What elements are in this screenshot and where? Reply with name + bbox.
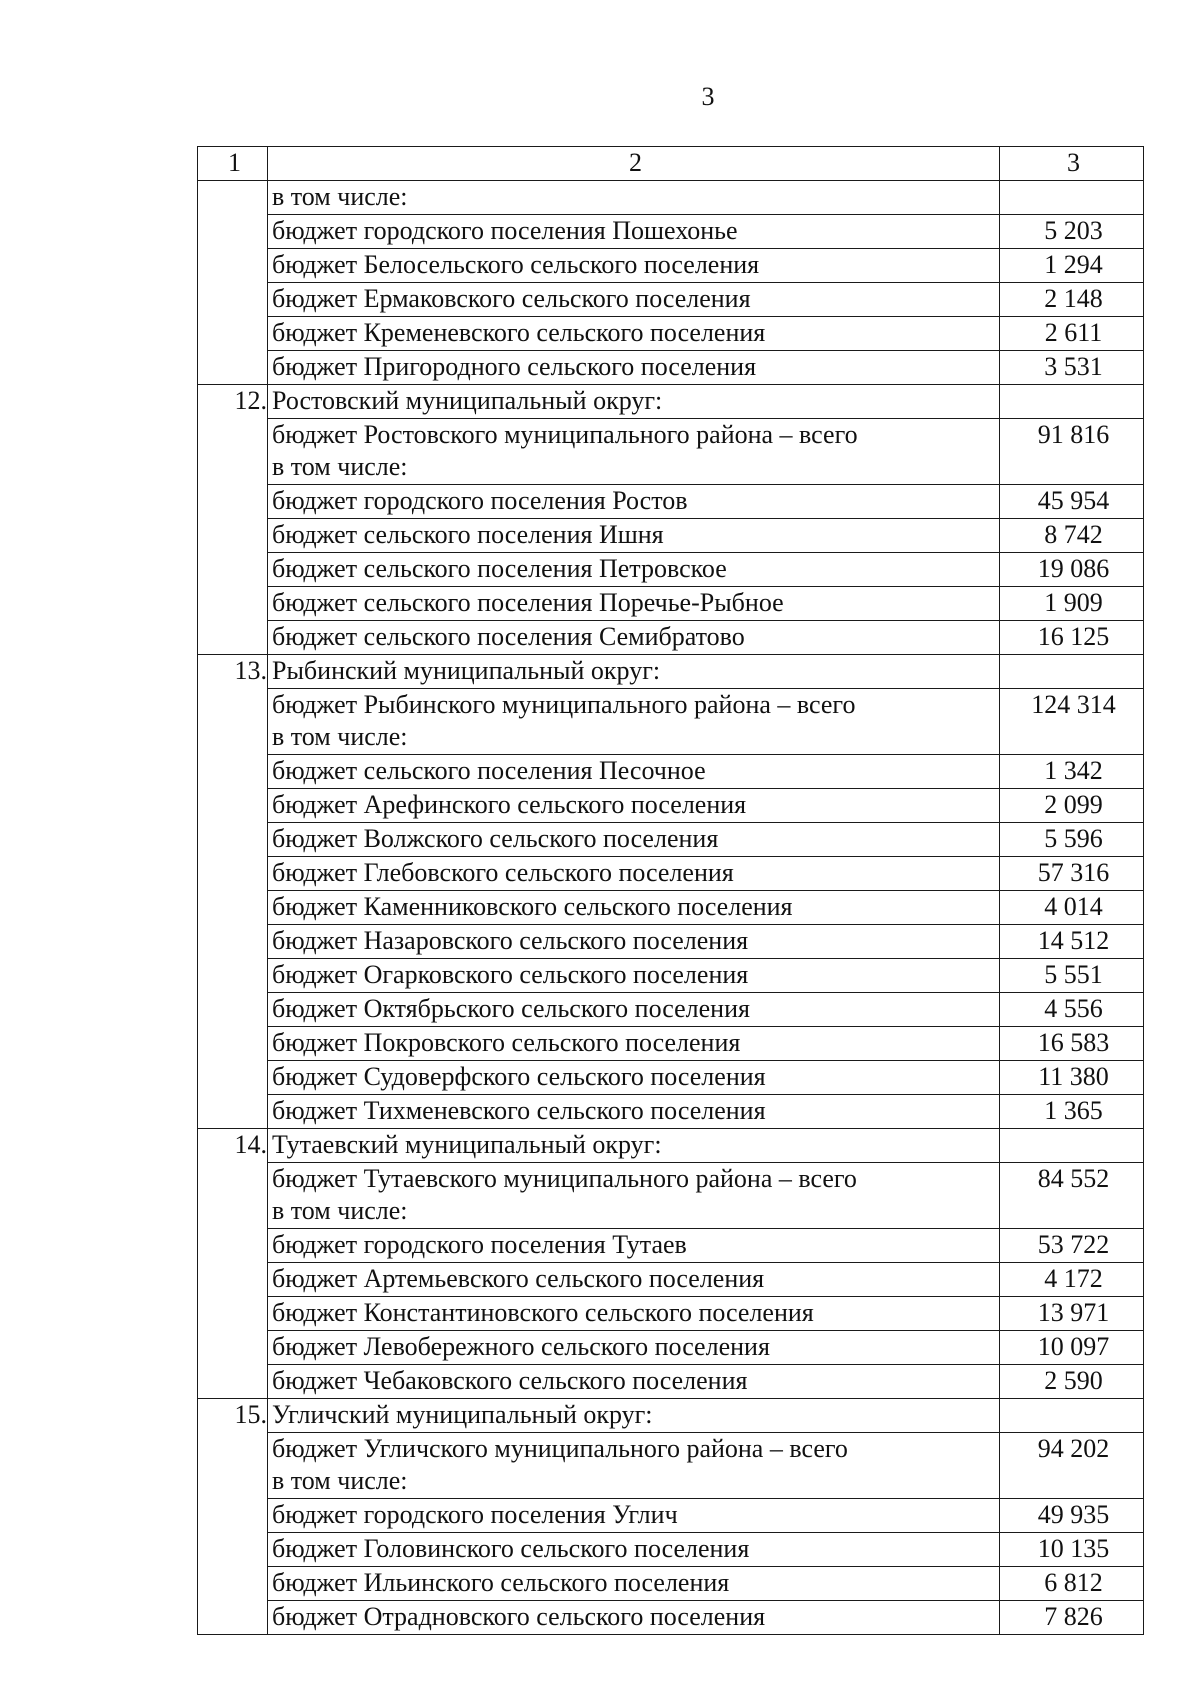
- amount-cell: 57 316: [1000, 857, 1144, 891]
- amount-cell: 45 954: [1000, 485, 1144, 519]
- budget-name-line: бюджет сельского поселения Песочное: [272, 756, 706, 785]
- table-row: [198, 519, 1144, 553]
- header-cell-1: 1: [198, 147, 268, 181]
- budget-name-cell: [268, 823, 1000, 857]
- budget-name-cell: [268, 385, 1000, 419]
- row-number-cell: 14.: [198, 1129, 268, 1399]
- budget-name-line: Рыбинский муниципальный округ:: [272, 656, 661, 685]
- amount-cell: 124 314: [1000, 689, 1144, 755]
- amount-cell: 13 971: [1000, 1297, 1144, 1331]
- budget-name-line: бюджет сельского поселения Семибратово: [272, 622, 745, 651]
- budget-name-line: бюджет городского поселения Тутаев: [272, 1230, 687, 1259]
- budget-name-cell: [268, 1027, 1000, 1061]
- table-row: [198, 283, 1144, 317]
- budget-name-line: бюджет Ростовского муниципального района – всего: [272, 420, 858, 449]
- table-row: [198, 1331, 1144, 1365]
- budget-name-cell: [268, 959, 1000, 993]
- row-number-cell: 13.: [198, 655, 268, 1129]
- table-row: [198, 1129, 1144, 1163]
- budget-name-line: бюджет сельского поселения Ишня: [272, 520, 664, 549]
- budget-name-cell: [268, 351, 1000, 385]
- budget-name-line: Ростовский муниципальный округ:: [272, 386, 663, 415]
- budget-table: [197, 146, 1144, 1635]
- budget-name-cell: [268, 1263, 1000, 1297]
- budget-name-cell: [268, 1567, 1000, 1601]
- budget-name-line: бюджет Пригородного сельского поселения: [272, 352, 757, 381]
- table-row: [198, 823, 1144, 857]
- budget-name-cell: [268, 891, 1000, 925]
- budget-name-cell: [268, 1533, 1000, 1567]
- table-row: [198, 1365, 1144, 1399]
- table-row: [198, 1229, 1144, 1263]
- table-row: [198, 621, 1144, 655]
- table-row: [198, 891, 1144, 925]
- table-header-row: [198, 147, 1144, 181]
- budget-name-cell: [268, 553, 1000, 587]
- budget-name-cell: [268, 925, 1000, 959]
- budget-name-line: бюджет Ильинского сельского поселения: [272, 1568, 730, 1597]
- table-row: [198, 485, 1144, 519]
- amount-cell: 1 294: [1000, 249, 1144, 283]
- budget-name-cell: [268, 317, 1000, 351]
- budget-name-cell: [268, 1433, 1000, 1499]
- table-row: [198, 1399, 1144, 1433]
- amount-cell: 91 816: [1000, 419, 1144, 485]
- budget-name-cell: [268, 1061, 1000, 1095]
- budget-name-line: бюджет Тихменевского сельского поселения: [272, 1096, 766, 1125]
- budget-name-cell: [268, 587, 1000, 621]
- budget-name-line: бюджет Октябрьского сельского поселения: [272, 994, 750, 1023]
- table-row: [198, 925, 1144, 959]
- budget-name-line: бюджет Глебовского сельского поселения: [272, 858, 734, 887]
- amount-cell: 4 172: [1000, 1263, 1144, 1297]
- table-body: [198, 181, 1144, 1635]
- budget-name-line: бюджет Артемьевского сельского поселения: [272, 1264, 765, 1293]
- table-row: [198, 1567, 1144, 1601]
- budget-name-line: бюджет Чебаковского сельского поселения: [272, 1366, 748, 1395]
- amount-cell: 1 342: [1000, 755, 1144, 789]
- amount-cell: 8 742: [1000, 519, 1144, 553]
- budget-name-line: бюджет Головинского сельского поселения: [272, 1534, 750, 1563]
- table-row: [198, 181, 1144, 215]
- budget-name-cell: [268, 689, 1000, 755]
- table-row: [198, 351, 1144, 385]
- budget-name-line-2: в том числе:: [272, 722, 408, 751]
- budget-name-cell: [268, 755, 1000, 789]
- table-row: [198, 553, 1144, 587]
- budget-name-line: бюджет городского поселения Пошехонье: [272, 216, 738, 245]
- table-row: [198, 419, 1144, 485]
- budget-name-line: бюджет Кременевского сельского поселения: [272, 318, 766, 347]
- table-row: [198, 215, 1144, 249]
- table-row: [198, 655, 1144, 689]
- budget-name-line-2: в том числе:: [272, 1196, 408, 1225]
- row-number-cell: [198, 181, 268, 385]
- budget-name-cell: [268, 1365, 1000, 1399]
- amount-cell: [1000, 1399, 1144, 1433]
- amount-cell: 16 583: [1000, 1027, 1144, 1061]
- budget-name-cell: [268, 419, 1000, 485]
- amount-cell: 2 611: [1000, 317, 1144, 351]
- budget-name-cell: [268, 655, 1000, 689]
- amount-cell: 1 909: [1000, 587, 1144, 621]
- budget-name-cell: [268, 1095, 1000, 1129]
- budget-name-cell: [268, 1499, 1000, 1533]
- budget-name-line: бюджет Назаровского сельского поселения: [272, 926, 749, 955]
- table-row: [198, 1297, 1144, 1331]
- table-row: [198, 1433, 1144, 1499]
- amount-cell: 10 097: [1000, 1331, 1144, 1365]
- budget-name-line: бюджет Отрадновского сельского поселения: [272, 1602, 766, 1631]
- budget-name-line: бюджет сельского поселения Петровское: [272, 554, 727, 583]
- amount-cell: 16 125: [1000, 621, 1144, 655]
- budget-name-line-2: в том числе:: [272, 452, 408, 481]
- table-row: [198, 993, 1144, 1027]
- table-row: [198, 755, 1144, 789]
- amount-cell: 6 812: [1000, 1567, 1144, 1601]
- amount-cell: 49 935: [1000, 1499, 1144, 1533]
- page-number: 3: [701, 82, 715, 111]
- amount-cell: 7 826: [1000, 1601, 1144, 1635]
- budget-name-cell: [268, 1163, 1000, 1229]
- budget-name-line: в том числе:: [272, 182, 408, 211]
- amount-cell: 94 202: [1000, 1433, 1144, 1499]
- budget-name-cell: [268, 249, 1000, 283]
- budget-name-line: Тутаевский муниципальный округ:: [272, 1130, 662, 1159]
- amount-cell: 2 590: [1000, 1365, 1144, 1399]
- amount-cell: 4 014: [1000, 891, 1144, 925]
- amount-cell: [1000, 655, 1144, 689]
- amount-cell: 5 203: [1000, 215, 1144, 249]
- budget-name-line: бюджет Огарковского сельского поселения: [272, 960, 749, 989]
- budget-name-line: бюджет Рыбинского муниципального района – всего: [272, 690, 856, 719]
- amount-cell: 19 086: [1000, 553, 1144, 587]
- amount-cell: 84 552: [1000, 1163, 1144, 1229]
- table-row: [198, 1263, 1144, 1297]
- budget-name-cell: [268, 485, 1000, 519]
- amount-cell: 14 512: [1000, 925, 1144, 959]
- table-row: [198, 1027, 1144, 1061]
- budget-name-cell: [268, 993, 1000, 1027]
- budget-name-line: бюджет Ермаковского сельского поселения: [272, 284, 751, 313]
- table-row: [198, 1499, 1144, 1533]
- table-row: [198, 587, 1144, 621]
- table-row: [198, 249, 1144, 283]
- amount-cell: 10 135: [1000, 1533, 1144, 1567]
- amount-cell: 53 722: [1000, 1229, 1144, 1263]
- table-row: [198, 1061, 1144, 1095]
- amount-cell: [1000, 181, 1144, 215]
- budget-name-line: бюджет Судоверфского сельского поселения: [272, 1062, 766, 1091]
- amount-cell: 5 596: [1000, 823, 1144, 857]
- budget-name-line: бюджет Белосельского сельского поселения: [272, 250, 760, 279]
- budget-name-cell: [268, 215, 1000, 249]
- budget-name-line: бюджет Константиновского сельского поселения: [272, 1298, 814, 1327]
- amount-cell: 11 380: [1000, 1061, 1144, 1095]
- budget-name-cell: [268, 181, 1000, 215]
- budget-name-line: бюджет Волжского сельского поселения: [272, 824, 719, 853]
- budget-name-cell: [268, 789, 1000, 823]
- table-row: [198, 385, 1144, 419]
- table-row: [198, 857, 1144, 891]
- amount-cell: 4 556: [1000, 993, 1144, 1027]
- budget-name-cell: [268, 519, 1000, 553]
- row-number-cell: 12.: [198, 385, 268, 655]
- budget-name-line: бюджет городского поселения Ростов: [272, 486, 688, 515]
- amount-cell: 2 148: [1000, 283, 1144, 317]
- amount-cell: 3 531: [1000, 351, 1144, 385]
- budget-name-cell: [268, 1129, 1000, 1163]
- table-row: [198, 959, 1144, 993]
- budget-name-cell: [268, 1297, 1000, 1331]
- table-row: [198, 689, 1144, 755]
- budget-name-line: Угличский муниципальный округ:: [272, 1400, 653, 1429]
- table-row: [198, 1601, 1144, 1635]
- budget-name-line: бюджет Угличского муниципального района – всего: [272, 1434, 848, 1463]
- budget-name-line: бюджет городского поселения Углич: [272, 1500, 678, 1529]
- amount-cell: [1000, 1129, 1144, 1163]
- header-cell-2: 2: [268, 147, 1000, 181]
- budget-name-line-2: в том числе:: [272, 1466, 408, 1495]
- budget-name-line: бюджет Тутаевского муниципального района – всего: [272, 1164, 857, 1193]
- header-cell-3: 3: [1000, 147, 1144, 181]
- table-row: [198, 1533, 1144, 1567]
- budget-name-line: бюджет Левобережного сельского поселения: [272, 1332, 770, 1361]
- amount-cell: 1 365: [1000, 1095, 1144, 1129]
- budget-name-cell: [268, 283, 1000, 317]
- amount-cell: [1000, 385, 1144, 419]
- budget-name-line: бюджет сельского поселения Поречье-Рыбное: [272, 588, 784, 617]
- budget-name-cell: [268, 621, 1000, 655]
- budget-name-cell: [268, 1229, 1000, 1263]
- budget-name-line: бюджет Арефинского сельского поселения: [272, 790, 747, 819]
- table-row: [198, 1095, 1144, 1129]
- budget-name-cell: [268, 1331, 1000, 1365]
- budget-name-line: бюджет Покровского сельского поселения: [272, 1028, 741, 1057]
- table-row: [198, 789, 1144, 823]
- table-row: [198, 317, 1144, 351]
- budget-name-line: бюджет Каменниковского сельского поселения: [272, 892, 793, 921]
- budget-name-cell: [268, 857, 1000, 891]
- table-row: [198, 1163, 1144, 1229]
- amount-cell: 5 551: [1000, 959, 1144, 993]
- budget-name-cell: [268, 1399, 1000, 1433]
- amount-cell: 2 099: [1000, 789, 1144, 823]
- budget-name-cell: [268, 1601, 1000, 1635]
- row-number-cell: 15.: [198, 1399, 268, 1635]
